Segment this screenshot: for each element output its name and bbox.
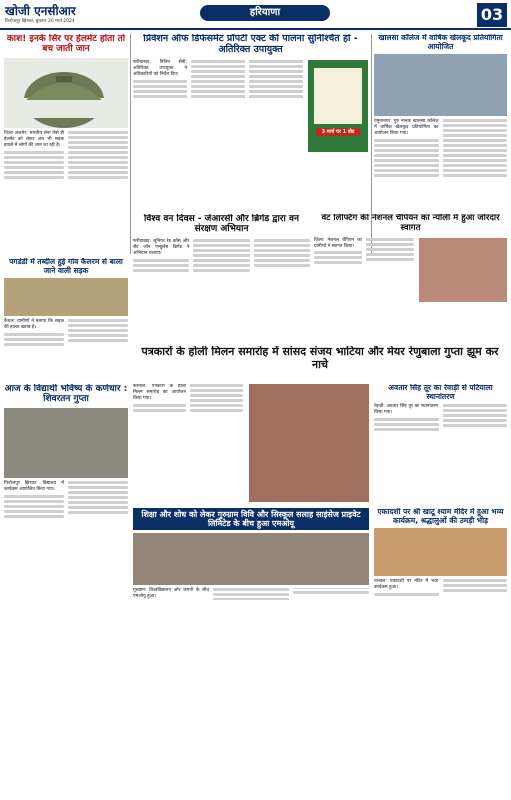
- story-student: [4, 384, 128, 636]
- headline-khatu: एकादशी पर श्री खाटू श्याम मंदिर में हुआ भव्य कार्यक्रम, श्रद्धालुओं की उमड़ी भीड़: [377, 508, 504, 525]
- headline-prevention: प्रिवेंशन ऑफ डिफेसमेंट प्रॉपर्टी एक्ट की पालना सुनिश्चित हो - अतिरिक्त उपायुक्त: [143, 34, 358, 55]
- student-photo: [4, 408, 128, 478]
- headline-avtar: अवतार सिंह तूर का रेवाड़ी से पटियाला स्थानांतरण: [388, 384, 493, 401]
- headline-helmet: काश! इनके सिर पर हेलमेट होता तो बच जाती जान: [6, 34, 126, 55]
- masthead: [0, 0, 511, 30]
- khatu-photo: [374, 528, 507, 576]
- holi-photo: [249, 384, 369, 502]
- story-forest: [133, 214, 310, 342]
- dateline: फिरोजपुर झिरका, बुधवार 20 मार्च 2024: [5, 19, 75, 24]
- helmet-photo: [4, 58, 128, 128]
- story-avtar: [374, 384, 507, 504]
- lead-mou: गुरुग्राम: विश्वविद्यालय और कंपनी के बीच एमओयू हुआ।: [133, 588, 209, 600]
- body-prevention: [133, 60, 303, 100]
- road-photo: [4, 278, 128, 316]
- body-forest: [133, 239, 310, 272]
- story-pagdi: [4, 258, 128, 380]
- body-avtar: [374, 404, 507, 431]
- headline-pagdi: पगडंडी में तब्दील हुई गांव कैलरम से बाला जाने वाली सड़क: [9, 258, 123, 275]
- lead-avtar: रेवाड़ी: अवतार सिंह तूर का स्थानांतरण किया गया।: [374, 404, 439, 416]
- lead-forest: फरीदाबाद: जूनियर रेड क्रॉस और सेंट जॉन एम्बुलेंस ब्रिगेड ने अभियान चलाया।: [133, 238, 190, 256]
- lead-holi: करनाल: पत्रकारों के होली मिलन समारोह का आयोजन किया गया।: [133, 384, 186, 401]
- story-holi-body: [133, 384, 369, 504]
- headline-mou: शिक्षा और शोध को लेकर गुरुग्राम विवि और सिस्कूल सलाह साइंसेज प्राइवेट लिमिटेड के बीच हुआ एमओयू: [133, 508, 369, 530]
- story-weightlifting: [314, 214, 507, 342]
- lead-prevention: फरीदाबाद, नितिन सैनी: अतिरिक्त उपायुक्त ने अधिकारियों को निर्देश दिए।: [133, 59, 187, 77]
- lead-khatu: पलवल: एकादशी पर मंदिर में भव्य कार्यक्रम हुआ।: [374, 579, 439, 591]
- headline-weightlifting: वेट लिफ्टिंग की नेशनल चैंपियन का न्यौली में हुआ जोरदार स्वागत: [321, 214, 500, 233]
- story-helmet: [4, 34, 128, 256]
- body-weightlifting: [314, 238, 414, 265]
- newspaper-brand: खोजी एनसीआर: [5, 4, 76, 18]
- lead-weightlifting: ज़िला: नेशनल चैंपियन का ग्रामीणों ने स्वागत किया।: [314, 237, 362, 249]
- story-holi: [133, 346, 507, 380]
- body-pagdi: [4, 319, 128, 346]
- headline-holi: पत्रकारों के होली मिलन समारोह में सांसद संजय भाटिया और मेयर रेणुबाला गुप्ता झूम कर नाचे: [141, 346, 499, 371]
- section-title: हरियाणा: [200, 5, 330, 21]
- lead-khalsa: यमुनानगर: गुरु नानक खालसा कॉलेज में वार्षिक खेलकूद प्रतियोगिता का आयोजन किया गया।: [374, 119, 439, 137]
- lead-student: फिरोजपुर झिरका: विद्यालय में कार्यक्रम आयोजित किया गया।: [4, 480, 64, 492]
- headline-forest: विश्व वन दिवस - जेआरसी और ब्रिगेड द्वारा वन संरक्षण अभियान: [144, 214, 299, 235]
- lead-helmet: ज़िला अजमेर: भारतीय सेना जैसे ही हेलमेट को लेकर अब भी सड़क हादसे में लोगों की जान जा रही है।: [4, 130, 64, 148]
- body-student: [4, 481, 128, 518]
- body-holi: [133, 384, 243, 414]
- helmet-icon: [4, 58, 124, 128]
- story-khatu: [374, 508, 507, 636]
- body-khalsa: [374, 119, 507, 179]
- weightlifting-photo: [419, 238, 507, 302]
- story-prevention: [133, 34, 368, 210]
- body-mou: [133, 588, 369, 600]
- headline-student: आज के विद्यार्थी भविष्य के कर्णधार : शिवरतन गुप्ता: [4, 384, 128, 405]
- story-mou: [133, 508, 369, 636]
- body-helmet: [4, 131, 128, 181]
- lead-pagdi: कैथल: ग्रामीणों ने बताया कि सड़क की हालत खराब है।: [4, 319, 64, 331]
- headline-khalsa: खालसा कॉलेज में वार्षिक खेलकूद प्रतियोगिता आयोजित: [378, 34, 503, 51]
- page-number: 03: [477, 3, 507, 27]
- mou-photo: [133, 533, 369, 585]
- poster-photo: [308, 60, 368, 152]
- khalsa-photo: [374, 54, 507, 116]
- body-khatu: [374, 579, 507, 596]
- poster-text: 3 मार्च पर 1 वोट: [316, 128, 360, 136]
